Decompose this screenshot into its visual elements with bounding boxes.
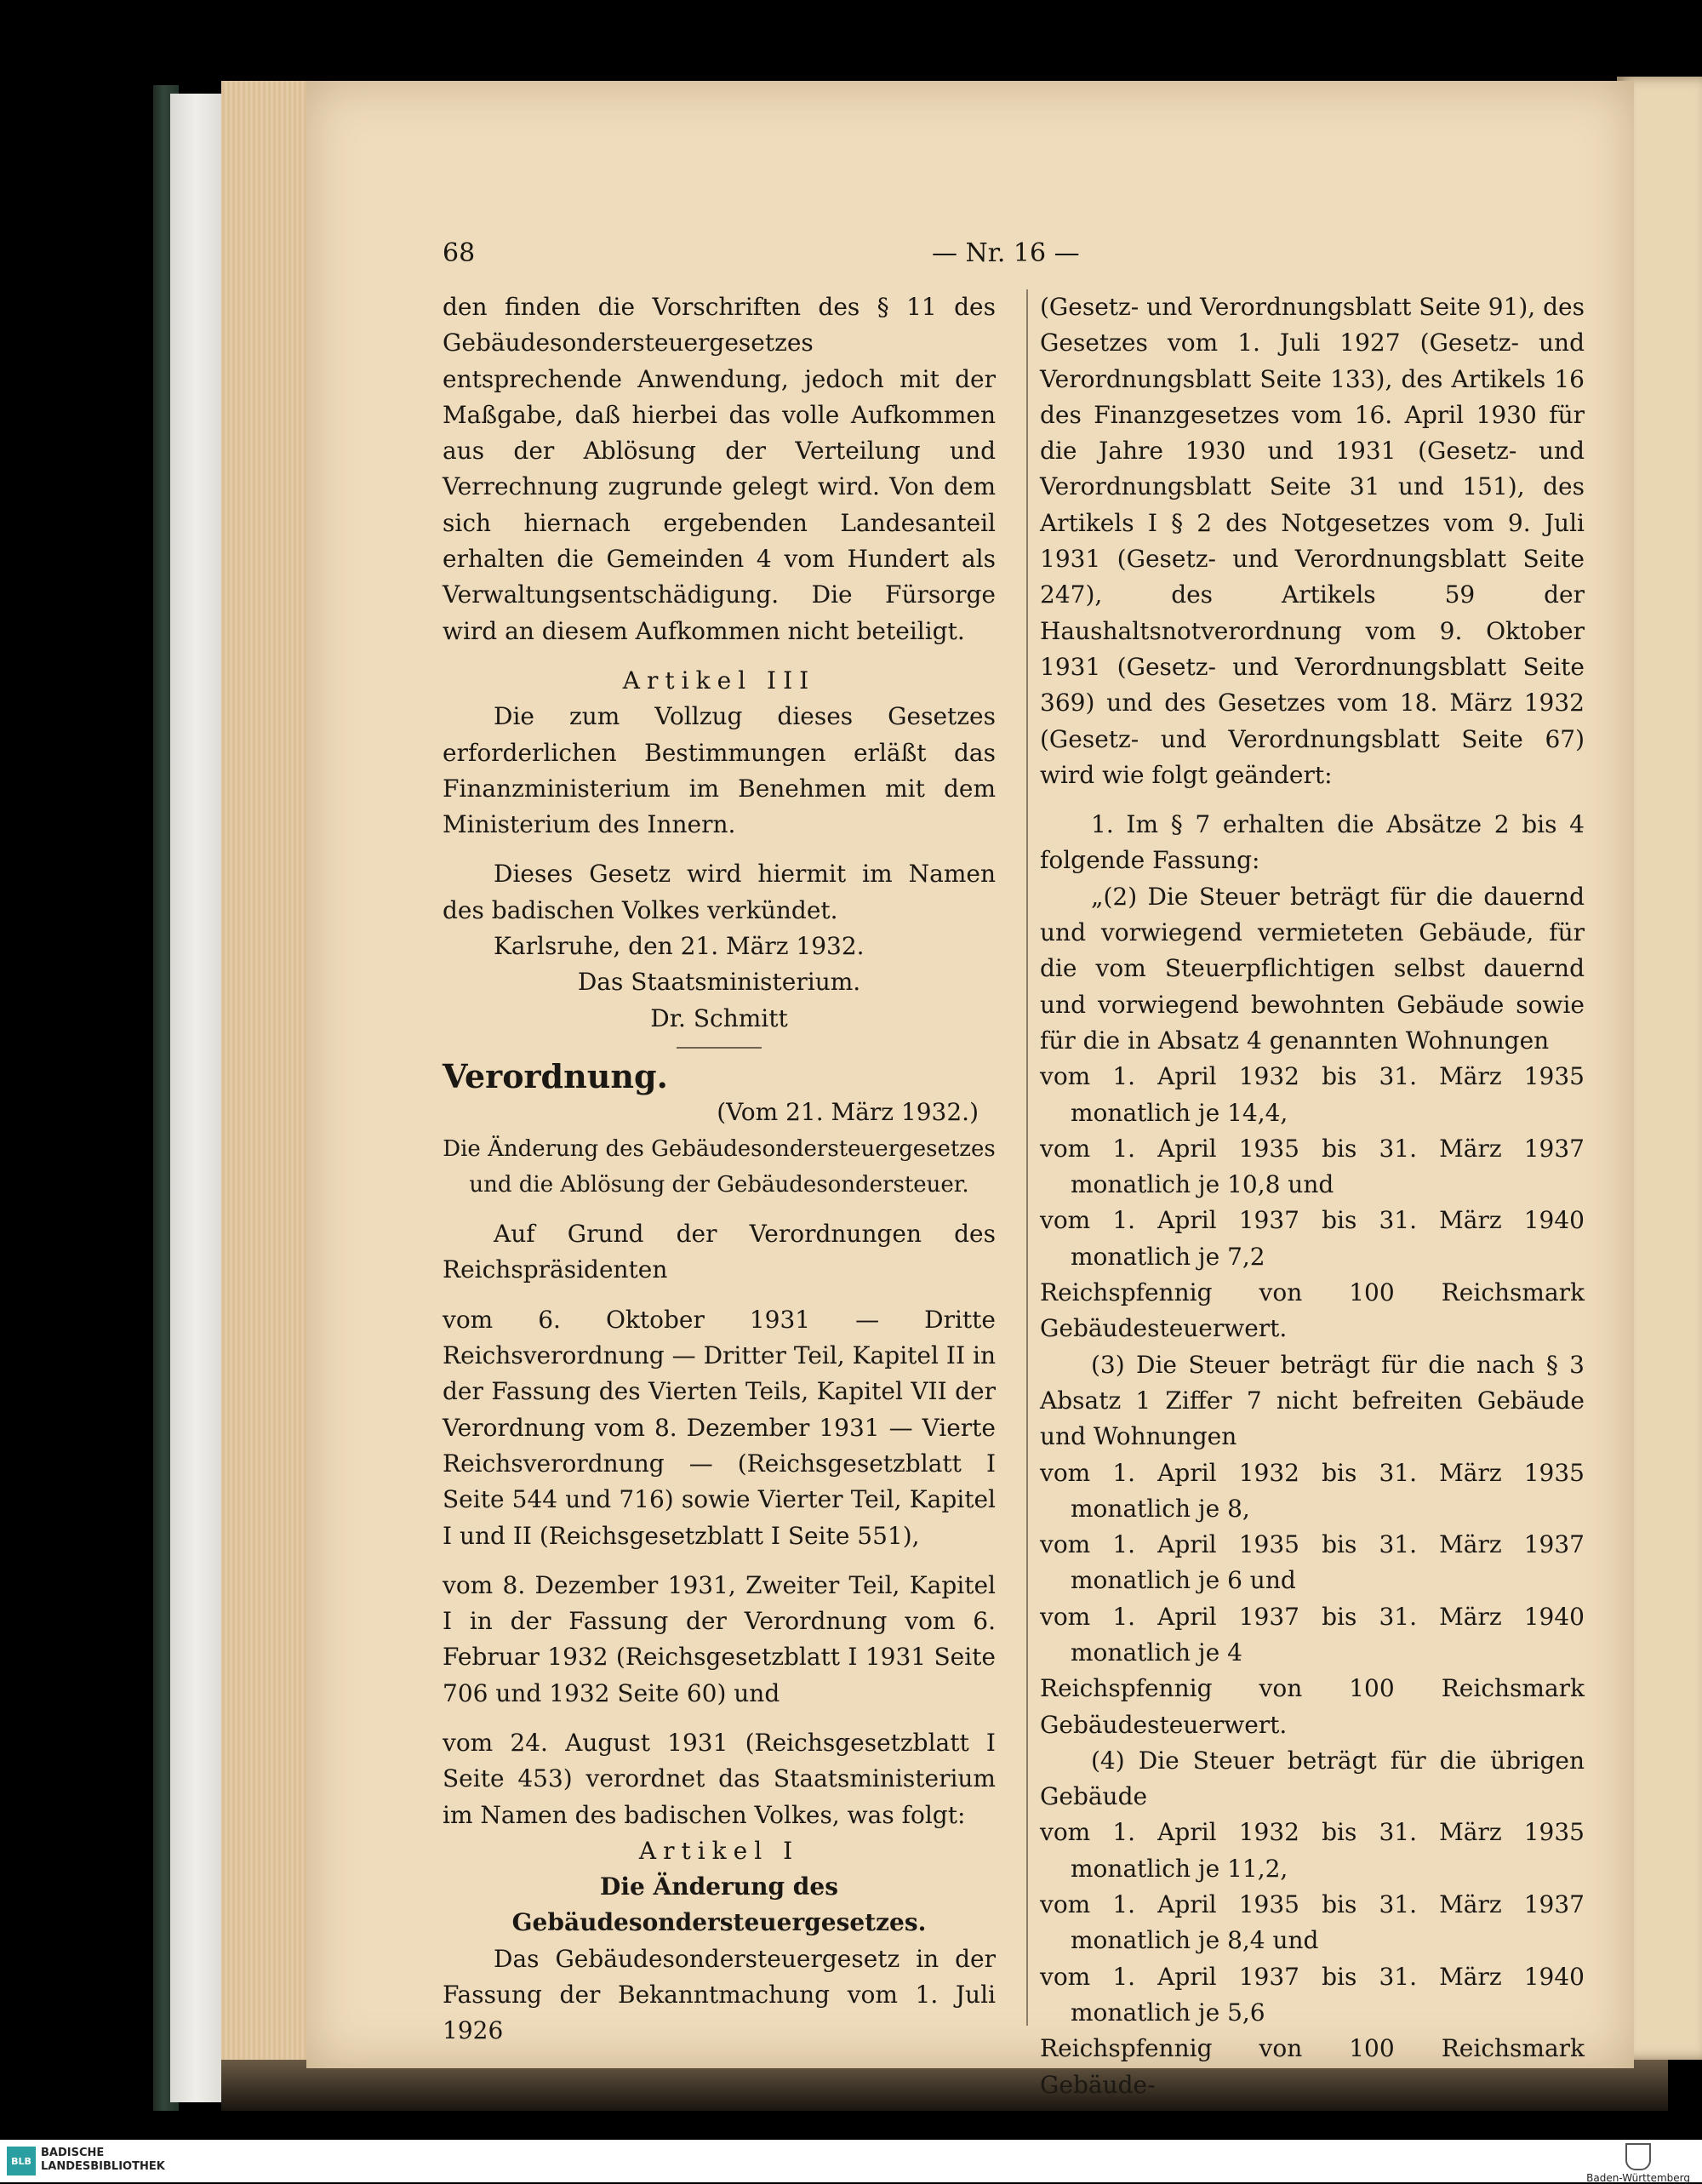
paragraph: Reichspfennig von 100 Reichsmark Gebäudesteuerwert. — [1040, 1674, 1585, 1739]
rate-line: vom 1. April 1932 bis 31. März 1935 monatlich je 8, — [1040, 1458, 1585, 1523]
paragraph: Reichspfennig von 100 Reichsmark Gebäude- — [1040, 2034, 1585, 2099]
rate-line: vom 1. April 1937 bis 31. März 1940 monatlich je 5,6 — [1040, 1962, 1585, 2027]
paragraph: „(2) Die Steuer beträgt für die dauernd und vorwiegend vermieteten Gebäude, für die vom Steuerpflichtigen selbst dauernd und vorwiegend bewohnten Gebäude sowie für die in Absatz 4 genannten Wohnungen — [1040, 882, 1585, 1055]
place-date: Karlsruhe, den 21. März 1932. — [494, 932, 865, 961]
paragraph: den finden die Vorschriften des § 11 des Gebäudesondersteuergesetzes entsprechende Anwendung, jedoch mit der Maßgabe, daß hierbei das volle Aufkommen aus der Ablösung der Verteilung und Verrechnung zugrunde gelegt wird. Von dem sich hiernach ergebenden Landesanteil erhalten die Gemeinden 4 vom Hundert als Verwaltungsentschädigung. Die Fürsorge wird an diesem Aufkommen nicht beteiligt. — [443, 293, 996, 645]
rate-line: vom 1. April 1932 bis 31. März 1935 monatlich je 11,2, — [1040, 1818, 1585, 1883]
paragraph: 1. Im § 7 erhalten die Absätze 2 bis 4 folgende Fassung: — [1040, 810, 1585, 875]
paragraph: Das Gebäudesondersteuergesetz in der Fassung der Bekanntmachung vom 1. Juli 1926 — [443, 1944, 996, 2045]
paragraph: (4) Die Steuer beträgt für die übrigen Gebäude — [1040, 1746, 1585, 1811]
paragraph: vom 6. Oktober 1931 — Dritte Reichsverordnung — Dritter Teil, Kapitel II in der Fassung des Vierten Teils, Kapitel VII der Verordnung vom 8. Dezember 1931 — Vierte Reichsverordnung — (Reichsgesetzblatt I Seite 544 und 716) sowie Vierter Teil, Kapitel I und II (Reichsgesetzblatt I Seite 551), — [443, 1305, 996, 1550]
left-column — [443, 289, 996, 2050]
paragraph: vom 8. Dezember 1931, Zweiter Teil, Kapitel I in der Fassung der Verordnung vom 6. Februar 1932 (Reichsgesetzblatt I 1931 Seite 706 und 1932 Seite 60) und — [443, 1570, 996, 1707]
viewer-footer — [0, 2140, 1702, 2182]
article-heading: Artikel III — [622, 666, 816, 695]
date-line: (Vom 21. März 1932.) — [717, 1098, 979, 1127]
paragraph: vom 24. August 1931 (Reichsgesetzblatt I Seite 453) verordnet das Staatsministerium im Namen des badischen Volkes, was folgt: — [443, 1728, 996, 1829]
section-title: Verordnung. — [443, 1056, 668, 1095]
subtitle: Die Änderung des Gebäudesondersteuergesetzes und die Ablösung der Gebäudesondersteuer. — [443, 1135, 996, 1198]
paragraph: (Gesetz- und Verordnungsblatt Seite 91), des Gesetzes vom 1. Juli 1927 (Gesetz- und Verordnungsblatt Seite 133), des Artikels 16 des Finanzgesetzes vom 16. April 1930 für die Jahre 1930 und 1931 (Gesetz- und Verordnungsblatt Seite 31 und 151), des Artikels I § 2 des Notgesetzes vom 9. Juli 1931 (Gesetz- und Verordnungsblatt Seite 247), des Artikels 59 der Haushaltsnotverordnung vom 9. Oktober 1931 (Gesetz- und Verordnungsblatt Seite 369) und des Gesetzes vom 18. März 1932 (Gesetz- und Verordnungsblatt Seite 67) wird wie folgt geändert: — [1040, 293, 1585, 789]
paragraph: (3) Die Steuer beträgt für die nach § 3 Absatz 1 Ziffer 7 nicht befreiten Gebäude und Wohnungen — [1040, 1350, 1585, 1451]
paragraph: Reichspfennig von 100 Reichsmark Gebäudesteuerwert. — [1040, 1278, 1585, 1343]
ministry-name: Das Staatsministerium. — [577, 968, 861, 997]
column-divider — [1026, 289, 1028, 2026]
rate-line: vom 1. April 1935 bis 31. März 1937 monatlich je 10,8 und — [1040, 1134, 1585, 1199]
right-column — [1040, 289, 1585, 2103]
library-name: BADISCHE LANDESBIBLIOTHEK — [41, 2147, 165, 2173]
state-logo: Baden-Württemberg — [1586, 2143, 1690, 2184]
paragraph: Auf Grund der Verordnungen des Reichspräsidenten — [443, 1220, 996, 1284]
book-spine-strip — [170, 94, 221, 2102]
crest-icon — [1625, 2143, 1651, 2170]
rate-line: vom 1. April 1935 bis 31. März 1937 monatlich je 8,4 und — [1040, 1890, 1585, 1955]
rate-line: vom 1. April 1937 bis 31. März 1940 monatlich je 7,2 — [1040, 1206, 1585, 1271]
page-header — [306, 238, 1634, 272]
article-heading: Artikel I — [638, 1836, 800, 1865]
blb-logo-icon[interactable]: BLB — [7, 2147, 36, 2175]
rate-line: vom 1. April 1937 bis 31. März 1940 monatlich je 4 — [1040, 1602, 1585, 1667]
signature: Dr. Schmitt — [650, 1003, 788, 1032]
issue-number: — Nr. 16 — — [932, 238, 1080, 268]
rate-line: vom 1. April 1935 bis 31. März 1937 monatlich je 6 und — [1040, 1530, 1585, 1595]
rate-line: vom 1. April 1932 bis 31. März 1935 monatlich je 14,4, — [1040, 1062, 1585, 1127]
separator-rule — [677, 1047, 762, 1049]
document-page — [306, 81, 1634, 2099]
page-edges — [221, 81, 315, 2064]
paragraph: Die zum Vollzug dieses Gesetzes erforderlichen Bestimmungen erläßt das Finanzministerium im Benehmen mit dem Ministerium des Innern. — [443, 702, 996, 839]
page-number: 68 — [443, 238, 476, 268]
paragraph: Dieses Gesetz wird hiermit im Namen des badischen Volkes verkündet. — [443, 860, 996, 924]
article-title: Die Änderung des Gebäudesondersteuergesetzes. — [511, 1872, 927, 1937]
